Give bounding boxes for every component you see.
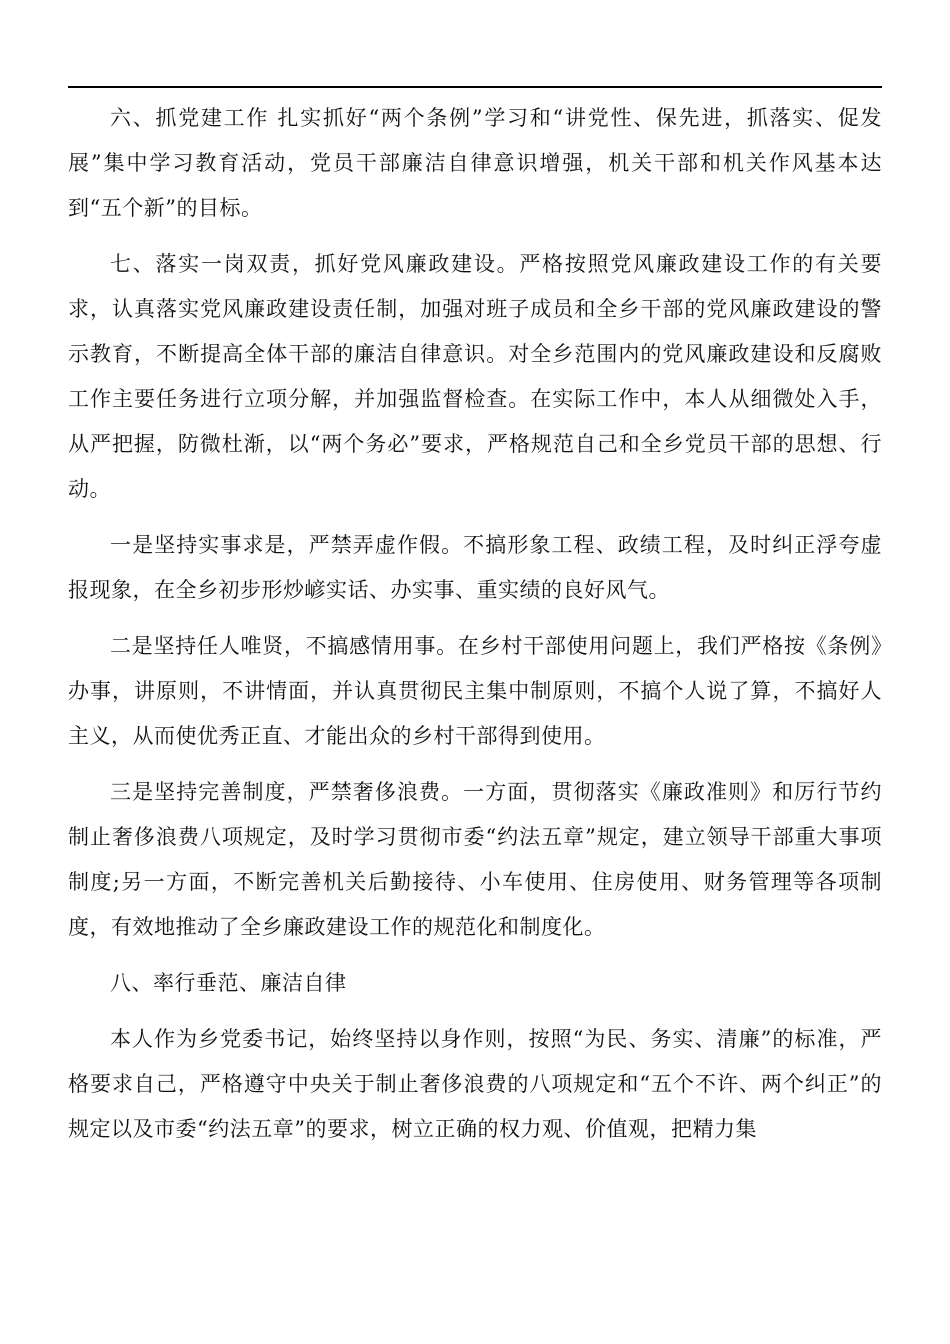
- paragraph-self-discipline: 本人作为乡党委书记，始终坚持以身作则，按照“为民、务实、清廉”的标准，严格要求自己，严格遵守中央关于制止奢侈浪费的八项规定和“五个不许、两个纠正”的规定以及市委“约法五章”的要求，树立正确的权力观、价值观，把精力集: [68, 1027, 882, 1141]
- document-body: [68, 96, 882, 1163]
- paragraph-party-building: 六、抓党建工作 扎实抓好“两个条例”学习和“讲党性、保先进，抓落实、促发展”集中学习教育活动，党员干部廉洁自律意识增强，机关干部和机关作风基本达到“五个新”的目标。: [68, 106, 882, 220]
- header-rule: [68, 86, 882, 88]
- paragraph-improve-systems: 三是坚持完善制度，严禁奢侈浪费。一方面，贯彻落实《廉政准则》和厉行节约制止奢侈浪费八项规定，及时学习贯彻市委“约法五章”规定，建立领导干部重大事项制度;另一方面，不断完善机关后勤接待、小车使用、住房使用、财务管理等各项制度，有效地推动了全乡廉政建设工作的规范化和制度化。: [68, 780, 882, 939]
- paragraph-seek-truth: 一是坚持实事求是，严禁弄虚作假。不搞形象工程、政绩工程，及时纠正浮夸虚报现象，在全乡初步形炒嵃实话、办实事、重实绩的良好风气。: [68, 533, 882, 602]
- section-heading-lead-by-example: 八、率行垂范、廉洁自律: [110, 971, 347, 995]
- paragraph-appoint-by-merit: 二是坚持任人唯贤，不搞感情用事。在乡村干部使用问题上，我们严格按《条例》办事，讲原则，不讲情面，并认真贯彻民主集中制原则，不搞个人说了算，不搞好人主义，从而使优秀正直、才能出众的乡村干部得到使用。: [68, 634, 882, 748]
- paragraph-integrity-responsibility: 七、落实一岗双责，抓好党风廉政建设。严格按照党风廉政建设工作的有关要求，认真落实党风廉政建设责任制，加强对班子成员和全乡干部的党风廉政建设的警示教育，不断提高全体干部的廉洁自律意识。对全乡范围内的党风廉政建设和反腐败工作主要任务进行立项分解，并加强监督检查。在实际工作中，本人从细微处入手，从严把握，防微杜渐，以“两个务必”要求，严格规范自己和全乡党员干部的思想、行动。: [68, 252, 882, 501]
